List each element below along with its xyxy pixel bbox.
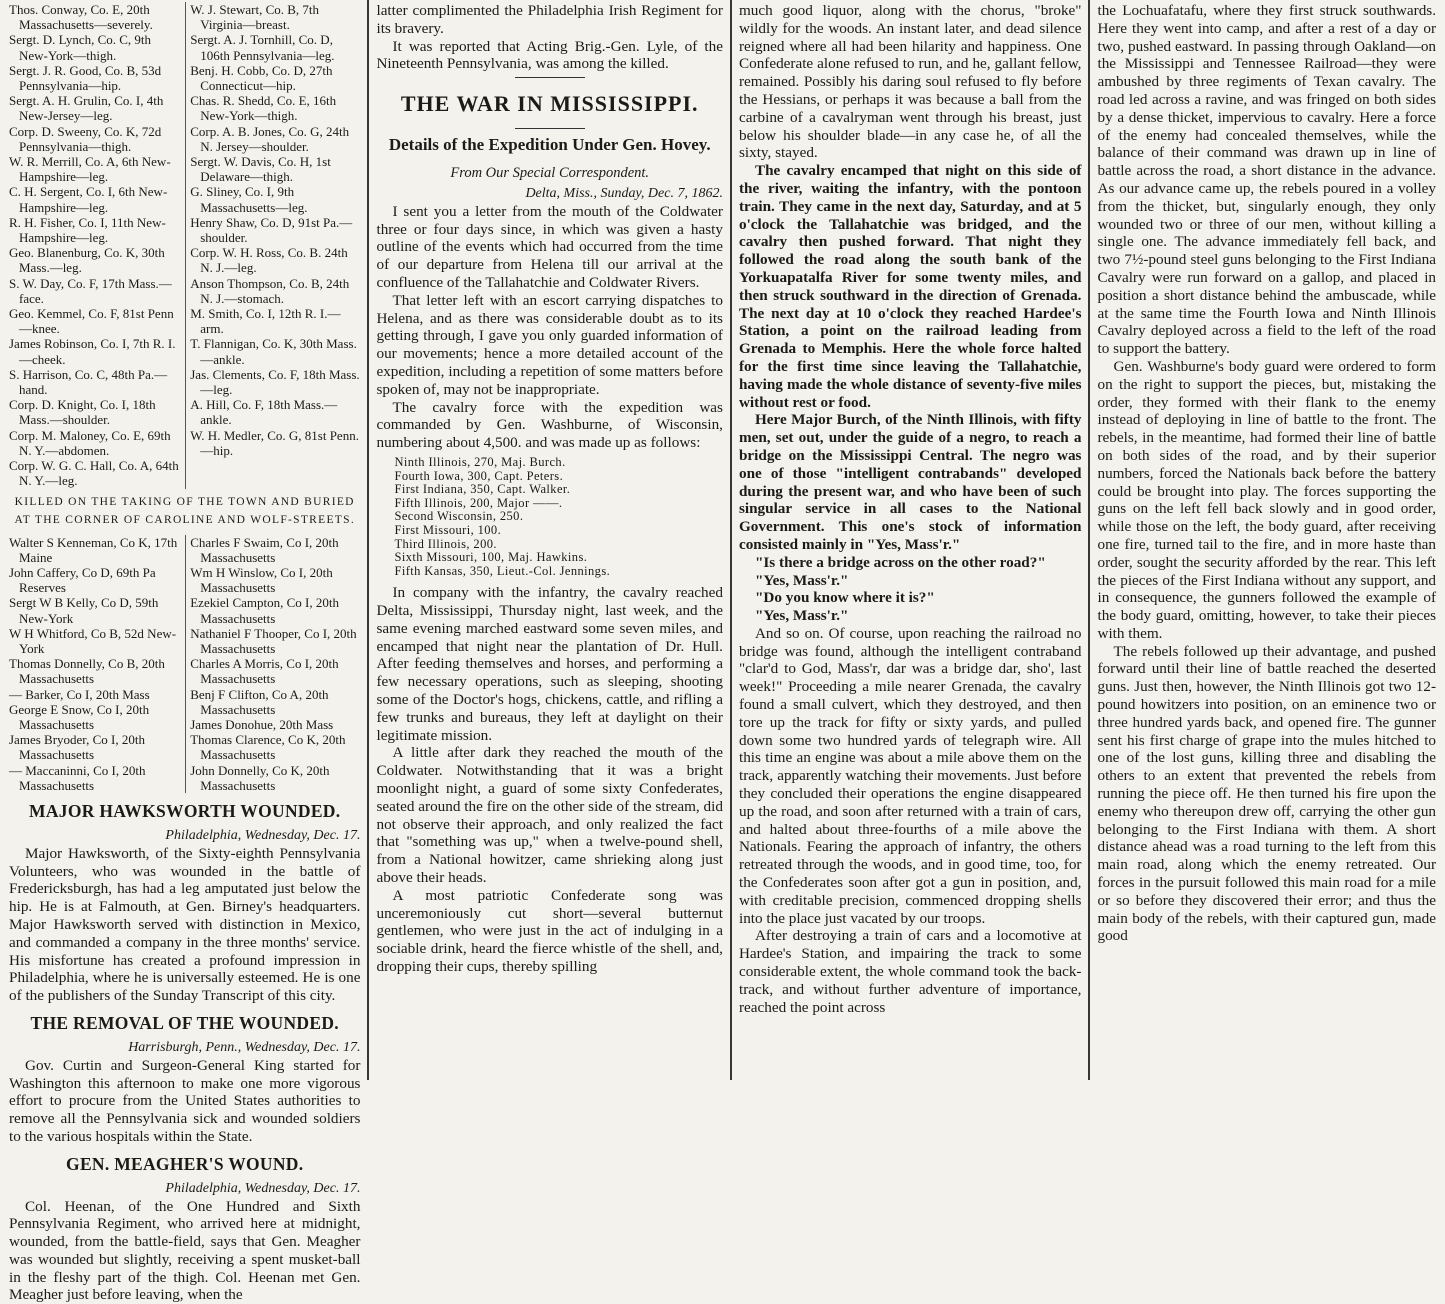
- meagher-heading: GEN. MEAGHER'S WOUND.: [9, 1152, 360, 1176]
- article-paragraph: much good liquor, along with the chorus, "broke" wildly for the woods. An instant later, and dead silence reigned where all had been hilarity and happiness. One Confederate alone refused to run, and he, gallant fellow, remained. Possibly his daring soul refused to fly before the Hessians, or perhaps it was because a ball from the carbine of a cavalryman went through his breast, just below his shoulder blade—in any case he, of all the sixty, stayed.: [739, 2, 1082, 162]
- wounded-entry: Sergt. J. R. Good, Co. B, 53d Pennsylvania—hip.: [9, 63, 179, 93]
- wounded-entry: Sergt. D. Lynch, Co. C, 9th New-York—thigh.: [9, 32, 179, 62]
- dialogue-line: "Yes, Mass'r.": [739, 607, 1082, 625]
- wounded-entry: Sergt. A. H. Grulin, Co. I, 4th New-Jersey—leg.: [9, 93, 179, 123]
- removal-heading: THE REMOVAL OF THE WOUNDED.: [9, 1011, 360, 1035]
- wounded-entry: Corp. A. B. Jones, Co. G, 24th N. Jersey—shoulder.: [190, 124, 360, 154]
- lyle-report: It was reported that Acting Brig.-Gen. Lyle, of the Nineteenth Pennsylvania, was among the killed.: [376, 38, 723, 74]
- wounded-entry: Corp. D. Sweeny, Co. K, 72d Pennsylvania—thigh.: [9, 124, 179, 154]
- meagher-body: Col. Heenan, of the One Hundred and Sixth Pennsylvania Regiment, who arrived here at midnight, wounded, from the battle-field, says that Gen. Meagher was wounded but slightly, receiving a spent musket-ball in the fleshy part of the thigh. Col. Heenan met Gen. Meagher just before leaving, when the: [9, 1198, 360, 1304]
- article-paragraph: The cavalry force with the expedition was commanded by Gen. Washburne, of Wisconsin, numbering about 4,500. and was made up as follows:: [376, 399, 723, 452]
- article-paragraph: A most patriotic Confederate song was unceremoniously cut short—several butternut gentlemen, who were just in the act of indulging in a sociable drink, heard the fierce whistle of the shell, and, dropping their cups, thereby spilling: [376, 887, 723, 976]
- roster-entry: First Missouri, 100.: [394, 524, 723, 538]
- wounded-entry: W. R. Merrill, Co. A, 6th New-Hampshire—leg.: [9, 154, 179, 184]
- divider: [515, 128, 585, 129]
- roster-entry: Ninth Illinois, 270, Maj. Burch.: [394, 456, 723, 470]
- article-paragraph: That letter left with an escort carrying dispatches to Helena, and as there was considerable doubt as to its getting through, I gave you only guarded information of our movements; hence a more detailed account of the expedition, including a repetition of some matters before spoken of, may not be inappropriate.: [376, 292, 723, 399]
- column-1: [2, 0, 367, 1080]
- divider: [515, 77, 585, 78]
- dialogue-line: "Yes, Mass'r.": [739, 572, 1082, 590]
- killed-entry: James Donohue, 20th Mass: [190, 717, 360, 732]
- killed-entry: Nathaniel F Thooper, Co I, 20th Massachusetts: [190, 626, 360, 656]
- killed-entry: Charles F Swaim, Co I, 20th Massachusetts: [190, 535, 360, 565]
- killed-entry: — Barker, Co I, 20th Mass: [9, 687, 179, 702]
- roster-entry: Sixth Missouri, 100, Maj. Hawkins.: [394, 551, 723, 565]
- article-paragraph: Gen. Washburne's body guard were ordered to form on the right to support the pieces, but, mistaking the order, they formed with their flank to the enemy instead of deploying in line of battle to the front. The rebels, in the meantime, had formed their line of battle on both sides of the road, and by their superior numbers, forced the Nationals back before the battery could be brought into play. The forces supporting the guns on the left fell back slowly and in good order, while those on the left, the body guard, after receiving one fire, turned tail to the fire, and in more haste than order, sought the security afforded by the rear. This left the pieces of the First Indiana without any support, and in consequence, the gunners followed the example of the body guard, omitting, however, to take their pieces with them.: [1097, 358, 1436, 643]
- killed-entry: Charles A Morris, Co I, 20th Massachusetts: [190, 656, 360, 686]
- article-paragraph: And so on. Of course, upon reaching the railroad no bridge was found, although the intelligent contraband "clar'd to God, Mass'r, dar was a bridge dar, sho', last week!" Proceeding a mile nearer Grenada, the cavalry found a small culvert, which they destroyed, and then tore up the track for fifty or sixty yards, and pulled down some two hundred yards of telegraph wire. All this time an engine was about a mile above them on the track, apparently watching their movements. Just before they concluded their operations the engine disappeared up the road, and soon after returned with a train of cars, and halted about three-fourths of a mile above the Nationals. Fearing the approach of infantry, the others retreated through the woods, and in good time, too, for the Confederates soon after got a gun in position, and, with creditable precision, commenced dropping shells into the place just vacated by our troops.: [739, 625, 1082, 928]
- removal-body: Gov. Curtin and Surgeon-General King started for Washington this afternoon to make one more vigorous effort to procure from the United States authorities to remove all the Pennsylvania sick and wounded soldiers to the various hospitals within the State.: [9, 1057, 360, 1146]
- killed-entry: Ezekiel Campton, Co I, 20th Massachusetts: [190, 595, 360, 625]
- wounded-entry: Anson Thompson, Co. B, 24th N. J.—stomach.: [190, 276, 360, 306]
- roster-entry: Fourth Iowa, 300, Capt. Peters.: [394, 470, 723, 484]
- removal-dateline: Harrisburgh, Penn., Wednesday, Dec. 17.: [9, 1039, 360, 1057]
- article-paragraph: the Lochuafatafu, where they first struck southwards. Here they went into camp, and after a rest of a day or two, pushed eastward. In passing through Oakland—on the Mississippi and Tennessee Railroad—they were ambushed by three regiments of Texan cavalry. The road led across a ravine, and was fringed on both sides by a dense thicket, impervious to cavalry. Here a force of the enemy had concealed themselves, while the balance of their command was drawn up in line of battle across the road, a short distance in the advance. As our advance came up, the rebels poured in a volley from the thicket, but, singularly enough, they only wounded two or three of our men, without killing a single one. The advance immediately fell back, and two 7½-pound steel guns belonging to the First Indiana Cavalry were run forward on a gallop, and placed in position a short distance behind the ambuscade, while at the same time the Fourth Iowa and Ninth Illinois Cavalry deployed across a field to the left of the road to support the battery.: [1097, 2, 1436, 358]
- dialogue-line: "Do you know where it is?": [739, 589, 1082, 607]
- wounded-entry: Geo. Blanenburg, Co. K, 30th Mass.—leg.: [9, 245, 179, 275]
- article-paragraph: The rebels followed up their advantage, and pushed forward until their line of battle reached the deserted guns. Just then, however, the Ninth Illinois got two 12-pound howitzers into position, on an eminence two or three hundred yards back, and opened fire. The gunner sent his first charge of grape into the mules hitched to one of the lost guns, killing three and disabling the others to an extent that prevented the rebels from running the piece off. He then turned his fire upon the enemy who thereupon drew off, carrying the other gun belonging to the First Indiana with them. A short distance ahead was a road turning to the left from this main road, along which the enemy retreated. Our forces in the pursuit followed this main road for a mile or so before they discovered their error; and thus the main body of the rebels, with their captured gun, made good: [1097, 643, 1436, 946]
- column-3: [732, 0, 1089, 1080]
- wounded-entry: W. H. Medler, Co. G, 81st Penn.—hip.: [190, 428, 360, 458]
- main-headline: THE WAR IN MISSISSIPPI.: [376, 90, 723, 118]
- killed-entry: Benj F Clifton, Co A, 20th Massachusetts: [190, 687, 360, 717]
- killed-list: [9, 535, 360, 793]
- wounded-entry: Jas. Clements, Co. F, 18th Mass.—leg.: [190, 367, 360, 397]
- killed-list-left: [9, 535, 179, 793]
- wounded-entry: Geo. Kemmel, Co. F, 81st Penn—knee.: [9, 306, 179, 336]
- killed-entry: Wm H Winslow, Co I, 20th Massachusetts: [190, 565, 360, 595]
- article-paragraph: In company with the infantry, the cavalry reached Delta, Mississippi, Thursday night, last week, and the same evening marched eastward some seven miles, and encamped that night near the plantation of Dr. Hull. After feeding themselves and horses, and performing a few necessary operations, such as sleeping, shooting some of the Doctor's hogs, chickens, cattle, and rifling a few trunks and bureaus, they left at daylight on their legitimate mission.: [376, 584, 723, 744]
- roster-entry: Fifth Kansas, 350, Lieut.-Col. Jennings.: [394, 565, 723, 579]
- hawksworth-body: Major Hawksworth, of the Sixty-eighth Pennsylvania Volunteers, who was wounded in the battle of Fredericksburgh, has had a leg amputated just below the hip. He is at Falmouth, at Gen. Birney's headquarters. Major Hawksworth served with distinction in Mexico, and commanded a company in the three months' service. His misfortune has created a profound impression in Philadelphia, where he is universally esteemed. He is one of the publishers of the Sunday Transcript of this city.: [9, 845, 360, 1005]
- wounded-entry: A. Hill, Co. F, 18th Mass.—ankle.: [190, 397, 360, 427]
- meagher-dateline: Philadelphia, Wednesday, Dec. 17.: [9, 1180, 360, 1198]
- column-4: [1090, 0, 1443, 1080]
- column-2: [369, 0, 730, 1080]
- wounded-entry: Corp. W. G. C. Hall, Co. A, 64th N. Y.—leg.: [9, 458, 179, 488]
- roster-entry: Third Illinois, 200.: [394, 538, 723, 552]
- roster-entry: First Indiana, 350, Capt. Walker.: [394, 483, 723, 497]
- continued-text: latter complimented the Philadelphia Irish Regiment for its bravery.: [376, 2, 723, 38]
- wounded-list-right: [185, 2, 360, 489]
- article-dateline: Delta, Miss., Sunday, Dec. 7, 1862.: [376, 185, 723, 203]
- article-paragraph: A little after dark they reached the mouth of the Coldwater. Notwithstanding that it was a bright moonlight night, a guard of some sixty Confederates, seated around the fire on the other side of the stream, did not observe their approach, and only realized the fact that "something was up," when a twelve-pound shell, from a National howitzer, came shrieking along just above their heads.: [376, 744, 723, 886]
- dialogue-line: "Is there a bridge across on the other road?": [739, 554, 1082, 572]
- killed-entry: Sergt W B Kelly, Co D, 59th New-York: [9, 595, 179, 625]
- killed-entry: Thomas Clarence, Co K, 20th Massachusetts: [190, 732, 360, 762]
- wounded-entry: M. Smith, Co. I, 12th R. I.—arm.: [190, 306, 360, 336]
- wounded-entry: S. Harrison, Co. C, 48th Pa.—hand.: [9, 367, 179, 397]
- wounded-entry: Sergt. W. Davis, Co. H, 1st Delaware—thigh.: [190, 154, 360, 184]
- byline: From Our Special Correspondent.: [376, 165, 723, 183]
- wounded-entry: S. W. Day, Co. F, 17th Mass.—face.: [9, 276, 179, 306]
- killed-entry: — Maccaninni, Co I, 20th Massachusetts: [9, 763, 179, 793]
- wounded-entry: Sergt. A. J. Tornhill, Co. D, 106th Pennsylvania—leg.: [190, 32, 360, 62]
- wounded-entry: Benj. H. Cobb, Co. D, 27th Connecticut—hip.: [190, 63, 360, 93]
- killed-list-right: [185, 535, 360, 793]
- roster-entry: Fifth Illinois, 200, Major ——.: [394, 497, 723, 511]
- article-paragraph: Here Major Burch, of the Ninth Illinois, with fifty men, set out, under the guide of a negro, to reach a bridge on the Mississippi Central. The negro was one of those "intelligent contrabands" developed during the present war, and who have been of such singular service in all cases to the National Government. This one's stock of information consisted mainly in "Yes, Mass'r.": [739, 411, 1082, 553]
- killed-entry: Walter S Kenneman, Co K, 17th Maine: [9, 535, 179, 565]
- hawksworth-dateline: Philadelphia, Wednesday, Dec. 17.: [9, 827, 360, 845]
- article-paragraph: I sent you a letter from the mouth of the Coldwater three or four days since, in which was given a hasty outline of the events which had occurred from the time of our departure from Helena till our arrival at the confluence of the Tallahatchie and Coldwater Rivers.: [376, 203, 723, 292]
- wounded-entry: Corp. M. Maloney, Co. E, 69th N. Y.—abdomen.: [9, 428, 179, 458]
- killed-entry: James Bryoder, Co I, 20th Massachusetts: [9, 732, 179, 762]
- killed-heading: KILLED ON THE TAKING OF THE TOWN AND BURIED AT THE CORNER OF CAROLINE AND WOLF-STREETS.: [9, 493, 360, 529]
- killed-entry: George E Snow, Co I, 20th Massachusetts: [9, 702, 179, 732]
- wounded-entry: T. Flannigan, Co. K, 30th Mass.—ankle.: [190, 336, 360, 366]
- bold-section: [739, 162, 1082, 625]
- killed-entry: John Donnelly, Co K, 20th Massachusetts: [190, 763, 360, 793]
- wounded-entry: R. H. Fisher, Co. I, 11th New-Hampshire—leg.: [9, 215, 179, 245]
- wounded-entry: C. H. Sergent, Co. I, 6th New-Hampshire—leg.: [9, 184, 179, 214]
- wounded-entry: G. Sliney, Co. I, 9th Massachusetts—leg.: [190, 184, 360, 214]
- wounded-entry: Corp. D. Knight, Co. I, 18th Mass.—shoulder.: [9, 397, 179, 427]
- wounded-entry: Henry Shaw, Co. D, 91st Pa.—shoulder.: [190, 215, 360, 245]
- wounded-entry: W. J. Stewart, Co. B, 7th Virginia—breast.: [190, 2, 360, 32]
- wounded-entry: James Robinson, Co. I, 7th R. I.—cheek.: [9, 336, 179, 366]
- hawksworth-heading: MAJOR HAWKSWORTH WOUNDED.: [9, 799, 360, 823]
- subheadline: Details of the Expedition Under Gen. Hovey.: [384, 133, 715, 157]
- wounded-list: [9, 2, 360, 489]
- cavalry-roster: [394, 456, 723, 578]
- wounded-entry: Thos. Conway, Co. E, 20th Massachusetts—severely.: [9, 2, 179, 32]
- killed-entry: Thomas Donnelly, Co B, 20th Massachusetts: [9, 656, 179, 686]
- killed-entry: W H Whitford, Co B, 52d New-York: [9, 626, 179, 656]
- wounded-entry: Chas. R. Shedd, Co. E, 16th New-York—thigh.: [190, 93, 360, 123]
- article-paragraph: After destroying a train of cars and a locomotive at Hardee's Station, and impairing the track to some considerable extent, the whole command took the back-track, and without further adventure of importance, reached the point across: [739, 927, 1082, 1016]
- wounded-list-left: [9, 2, 179, 489]
- wounded-entry: Corp. W. H. Ross, Co. B. 24th N. J.—leg.: [190, 245, 360, 275]
- killed-entry: John Caffery, Co D, 69th Pa Reserves: [9, 565, 179, 595]
- roster-entry: Second Wisconsin, 250.: [394, 510, 723, 524]
- article-paragraph: The cavalry encamped that night on this side of the river, waiting the infantry, with the pontoon train. They came in the next day, Saturday, and at 5 o'clock the Tallahatchie was bridged, and the cavalry then pushed forward. That night they followed the road along the south bank of the Yorkuapatalfa River for some twenty miles, and then struck southward in the direction of Grenada. The next day at 10 o'clock they reached Hardee's Station, a point on the railroad leading from Grenada to Memphis. Here the whole force halted for the first time since leaving the Tallahatchie, having made the whole distance of seventy-five miles without rest or food.: [739, 162, 1082, 411]
